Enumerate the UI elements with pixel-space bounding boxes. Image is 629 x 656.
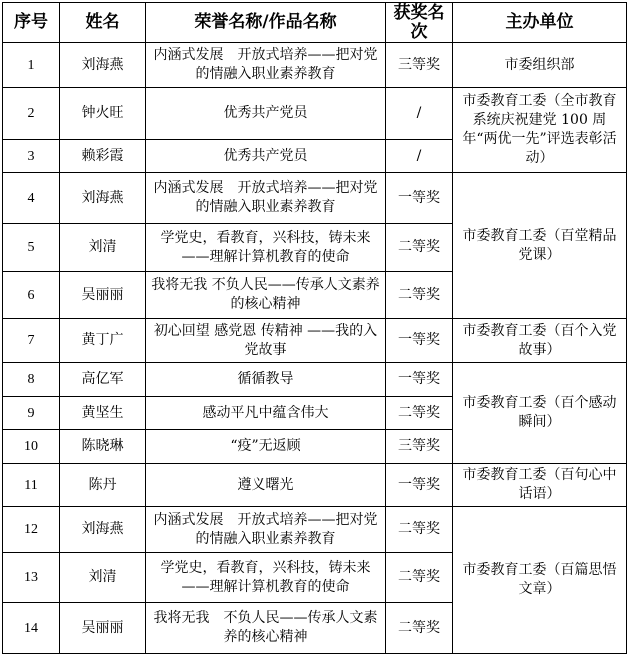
title-cell: 内涵式发展 开放式培养——把对党的情融入职业素养教育	[146, 43, 386, 88]
title-cell: 感动平凡中蕴含伟大	[146, 397, 386, 430]
organizer-cell: 市委教育工委（百句心中话语）	[453, 464, 627, 507]
seq-cell: 2	[3, 88, 60, 140]
name-cell: 刘海燕	[60, 507, 146, 553]
title-cell: 优秀共产党员	[146, 88, 386, 140]
name-cell: 陈晓琳	[60, 430, 146, 464]
awards-table	[2, 2, 627, 654]
name-cell: 刘海燕	[60, 173, 146, 224]
rank-cell: 三等奖	[386, 430, 453, 464]
rank-cell: 一等奖	[386, 173, 453, 224]
name-cell: 陈丹	[60, 464, 146, 507]
organizer-cell: 市委教育工委（百个感动瞬间）	[453, 363, 627, 464]
rank-cell: 二等奖	[386, 272, 453, 319]
seq-cell: 7	[3, 319, 60, 363]
rank-cell: 二等奖	[386, 603, 453, 654]
name-cell: 高亿军	[60, 363, 146, 397]
name-cell: 刘清	[60, 224, 146, 272]
rank-cell: 二等奖	[386, 224, 453, 272]
rank-cell: 一等奖	[386, 464, 453, 507]
organizer-cell: 市委教育工委（百堂精品党课）	[453, 173, 627, 319]
seq-cell: 1	[3, 43, 60, 88]
seq-cell: 12	[3, 507, 60, 553]
table-row	[3, 507, 627, 553]
organizer-cell: 市委教育工委（百个入党故事）	[453, 319, 627, 363]
title-cell: 初心回望 感党恩 传精神 ——我的入党故事	[146, 319, 386, 363]
header-name: 姓名	[60, 3, 146, 43]
rank-cell: 二等奖	[386, 507, 453, 553]
rank-cell: 一等奖	[386, 363, 453, 397]
organizer-cell: 市委教育工委（全市教育系统庆祝建党 100 周年“两优一先”评选表彰活动）	[453, 88, 627, 173]
name-cell: 黄丁广	[60, 319, 146, 363]
table-row	[3, 363, 627, 397]
name-cell: 刘海燕	[60, 43, 146, 88]
seq-cell: 11	[3, 464, 60, 507]
table-row	[3, 464, 627, 507]
seq-cell: 5	[3, 224, 60, 272]
header-rank: 获奖名次	[386, 3, 453, 43]
title-cell: 我将无我 不负人民——传承人文素养的核心精神	[146, 603, 386, 654]
name-cell: 钟火旺	[60, 88, 146, 140]
name-cell: 刘清	[60, 553, 146, 603]
seq-cell: 14	[3, 603, 60, 654]
title-cell: 内涵式发展 开放式培养——把对党的情融入职业素养教育	[146, 173, 386, 224]
title-cell: 循循教导	[146, 363, 386, 397]
title-cell: 学党史，看教育，兴科技，铸未来——理解计算机教育的使命	[146, 224, 386, 272]
title-cell: 优秀共产党员	[146, 140, 386, 173]
name-cell: 黄坚生	[60, 397, 146, 430]
table-row	[3, 88, 627, 140]
name-cell: 吴丽丽	[60, 603, 146, 654]
title-cell: 我将无我 不负人民——传承人文素养的核心精神	[146, 272, 386, 319]
seq-cell: 6	[3, 272, 60, 319]
table-row	[3, 43, 627, 88]
title-cell: 遵义曙光	[146, 464, 386, 507]
rank-cell: 三等奖	[386, 43, 453, 88]
title-cell: “疫”无返顾	[146, 430, 386, 464]
name-cell: 赖彩霞	[60, 140, 146, 173]
seq-cell: 8	[3, 363, 60, 397]
rank-cell: 二等奖	[386, 397, 453, 430]
seq-cell: 10	[3, 430, 60, 464]
organizer-cell: 市委教育工委（百篇思悟文章）	[453, 507, 627, 654]
seq-cell: 13	[3, 553, 60, 603]
header-organizer: 主办单位	[453, 3, 627, 43]
table-row	[3, 173, 627, 224]
rank-cell: 一等奖	[386, 319, 453, 363]
title-cell: 学党史，看教育，兴科技，铸未来——理解计算机教育的使命	[146, 553, 386, 603]
rank-cell: 二等奖	[386, 553, 453, 603]
header-title: 荣誉名称/作品名称	[146, 3, 386, 43]
table-header-row	[3, 3, 627, 43]
seq-cell: 9	[3, 397, 60, 430]
rank-cell: /	[386, 88, 453, 140]
organizer-cell: 市委组织部	[453, 43, 627, 88]
rank-cell: /	[386, 140, 453, 173]
table-row	[3, 319, 627, 363]
header-seq: 序号	[3, 3, 60, 43]
title-cell: 内涵式发展 开放式培养——把对党的情融入职业素养教育	[146, 507, 386, 553]
seq-cell: 3	[3, 140, 60, 173]
name-cell: 吴丽丽	[60, 272, 146, 319]
seq-cell: 4	[3, 173, 60, 224]
